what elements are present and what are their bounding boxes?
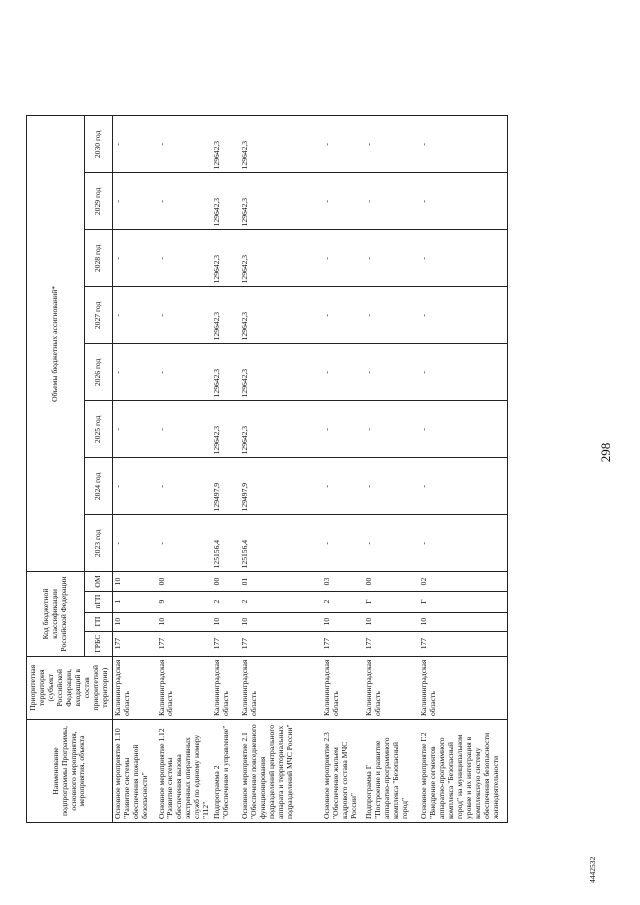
row-value-cell: - — [322, 515, 364, 572]
row-value-cell: - — [364, 173, 419, 230]
row-name-cell: Подпрограмма Г "Построение и развитие аппаратно-программного комплекса "Безопасный город" — [364, 720, 419, 823]
row-value-cell: 129497,9 — [240, 458, 322, 515]
row-code-cell: 177 — [419, 631, 507, 656]
row-code-cell: 10 — [240, 612, 322, 631]
row-territory-cell: Калининградская область — [113, 656, 157, 719]
row-value-cell: - — [419, 173, 507, 230]
row-value-cell: - — [419, 344, 507, 401]
row-value-cell: - — [419, 116, 507, 173]
row-value-cell: - — [157, 116, 213, 173]
table-body — [113, 116, 508, 823]
budget-table — [26, 115, 508, 823]
row-value-cell: - — [113, 230, 157, 287]
row-territory-cell: Калининградская область — [364, 656, 419, 719]
row-value-cell: 129642,3 — [212, 401, 240, 458]
row-code-cell: 177 — [212, 631, 240, 656]
row-code-cell: 10 — [212, 612, 240, 631]
row-value-cell: - — [157, 173, 213, 230]
row-code-cell: 00 — [212, 572, 240, 591]
row-code-cell: 177 — [113, 631, 157, 656]
row-territory-cell: Калининградская область — [419, 656, 507, 719]
row-value-cell: - — [157, 287, 213, 344]
table-row — [113, 116, 157, 823]
page-number: 298 — [598, 442, 613, 463]
row-code-cell: 02 — [419, 572, 507, 591]
row-code-cell: 177 — [322, 631, 364, 656]
row-value-cell: - — [419, 515, 507, 572]
row-code-cell: 1 — [113, 591, 157, 612]
col-header-territory: Приоритетная территория (субъект Российской Федерации, входящий в состав приоритетной территории) — [27, 656, 113, 719]
col-header-2027: 2027 год — [85, 287, 113, 344]
row-value-cell: 125156,4 — [240, 515, 322, 572]
row-value-cell: - — [157, 344, 213, 401]
table-row — [157, 116, 213, 823]
row-code-cell: 10 — [157, 612, 213, 631]
row-code-cell: Г — [364, 591, 419, 612]
row-value-cell: - — [322, 287, 364, 344]
row-code-cell: 10 — [419, 612, 507, 631]
row-code-cell: 10 — [113, 612, 157, 631]
row-value-cell: - — [419, 287, 507, 344]
row-value-cell: - — [113, 515, 157, 572]
row-value-cell: - — [364, 515, 419, 572]
row-territory-cell: Калининградская область — [240, 656, 322, 719]
row-value-cell: - — [419, 230, 507, 287]
row-value-cell: - — [364, 344, 419, 401]
row-value-cell: - — [322, 116, 364, 173]
col-header-pgp: пГП — [85, 591, 113, 612]
col-header-2024: 2024 год — [85, 458, 113, 515]
row-value-cell: 129497,9 — [212, 458, 240, 515]
row-value-cell: - — [322, 344, 364, 401]
row-value-cell: - — [322, 173, 364, 230]
row-value-cell: - — [419, 458, 507, 515]
row-code-cell: 177 — [240, 631, 322, 656]
row-value-cell: - — [113, 287, 157, 344]
col-header-2029: 2029 год — [85, 173, 113, 230]
row-value-cell: - — [113, 344, 157, 401]
col-header-2030: 2030 год — [85, 116, 113, 173]
table-row — [364, 116, 419, 823]
row-code-cell: 00 — [157, 572, 213, 591]
row-value-cell: - — [322, 401, 364, 458]
row-value-cell: 129642,3 — [212, 173, 240, 230]
row-code-cell: 03 — [322, 572, 364, 591]
col-header-2028: 2028 год — [85, 230, 113, 287]
row-code-cell: 10 — [364, 612, 419, 631]
row-value-cell: - — [419, 401, 507, 458]
row-value-cell: 129642,3 — [240, 401, 322, 458]
row-code-cell: 2 — [240, 591, 322, 612]
row-value-cell: - — [364, 458, 419, 515]
row-name-cell: Основное мероприятие 2.3 "Обеспечение жильем кадрового состава МЧС России" — [322, 720, 364, 823]
row-code-cell: 00 — [364, 572, 419, 591]
col-header-name: Наименование подпрограммы Программы, основного мероприятия, мероприятия, объекта — [27, 720, 113, 823]
row-code-cell: 2 — [212, 591, 240, 612]
row-name-cell: Основное мероприятие Г.2 "Внедрение сегментов аппаратно-программного комплекса "Безопасный город" на муниципальном уровне и их интеграция в комплексную систему обеспечения безопасности жизнедеятельности — [419, 720, 507, 823]
row-value-cell: - — [364, 230, 419, 287]
row-value-cell: - — [364, 401, 419, 458]
row-code-cell: 01 — [240, 572, 322, 591]
col-header-budget-code: Код бюджетной классификации Российской Федерации — [27, 572, 85, 656]
col-header-gp: ГП — [85, 612, 113, 631]
row-value-cell: 129642,3 — [212, 230, 240, 287]
row-code-cell: 2 — [322, 591, 364, 612]
row-value-cell: - — [113, 458, 157, 515]
row-value-cell: 129642,3 — [212, 287, 240, 344]
row-value-cell: - — [322, 230, 364, 287]
row-name-cell: Основное мероприятие 1.12 "Развитие системы обеспечения вызова экстренных оперативных служб по единому номеру "112" — [157, 720, 213, 823]
row-value-cell: - — [157, 515, 213, 572]
row-code-cell: 10 — [113, 572, 157, 591]
row-value-cell: - — [157, 401, 213, 458]
row-territory-cell: Калининградская область — [212, 656, 240, 719]
row-value-cell: - — [157, 230, 213, 287]
row-value-cell: 129642,3 — [240, 173, 322, 230]
table-row — [322, 116, 364, 823]
row-value-cell: 129642,3 — [240, 230, 322, 287]
table-row — [419, 116, 507, 823]
col-header-2026: 2026 год — [85, 344, 113, 401]
table-row — [212, 116, 240, 823]
col-header-om: ОМ — [85, 572, 113, 591]
row-value-cell: 129642,3 — [240, 116, 322, 173]
row-code-cell: 9 — [157, 591, 213, 612]
row-value-cell: - — [364, 287, 419, 344]
table-row — [240, 116, 322, 823]
col-header-grbs: ГРБС — [85, 631, 113, 656]
col-header-2025: 2025 год — [85, 401, 113, 458]
row-value-cell: 129642,3 — [240, 287, 322, 344]
row-value-cell: 129642,3 — [212, 116, 240, 173]
row-territory-cell: Калининградская область — [157, 656, 213, 719]
col-header-2023: 2023 год — [85, 515, 113, 572]
row-value-cell: - — [113, 173, 157, 230]
row-name-cell: Основное мероприятие 1.10 "Развитие системы обеспечения пожарной безопасности" — [113, 720, 157, 823]
row-code-cell: Г — [419, 591, 507, 612]
row-value-cell: - — [364, 116, 419, 173]
row-value-cell: - — [322, 458, 364, 515]
row-name-cell: Подпрограмма 2 "Обеспечение и управление" — [212, 720, 240, 823]
document-id: 4442532 — [588, 856, 597, 883]
row-value-cell: 129642,3 — [240, 344, 322, 401]
col-header-budget-volumes: Объемы бюджетных ассигнований* — [27, 116, 85, 572]
row-code-cell: 177 — [157, 631, 213, 656]
row-code-cell: 10 — [322, 612, 364, 631]
row-value-cell: - — [157, 458, 213, 515]
row-name-cell: Основное мероприятие 2.1 "Обеспечение повседневного функционирования подразделений центрального аппарата и территориальных подразделений МЧС России" — [240, 720, 322, 823]
row-value-cell: - — [113, 401, 157, 458]
row-value-cell: - — [113, 116, 157, 173]
row-code-cell: 177 — [364, 631, 419, 656]
row-value-cell: 125156,4 — [212, 515, 240, 572]
row-value-cell: 129642,3 — [212, 344, 240, 401]
row-territory-cell: Калининградская область — [322, 656, 364, 719]
